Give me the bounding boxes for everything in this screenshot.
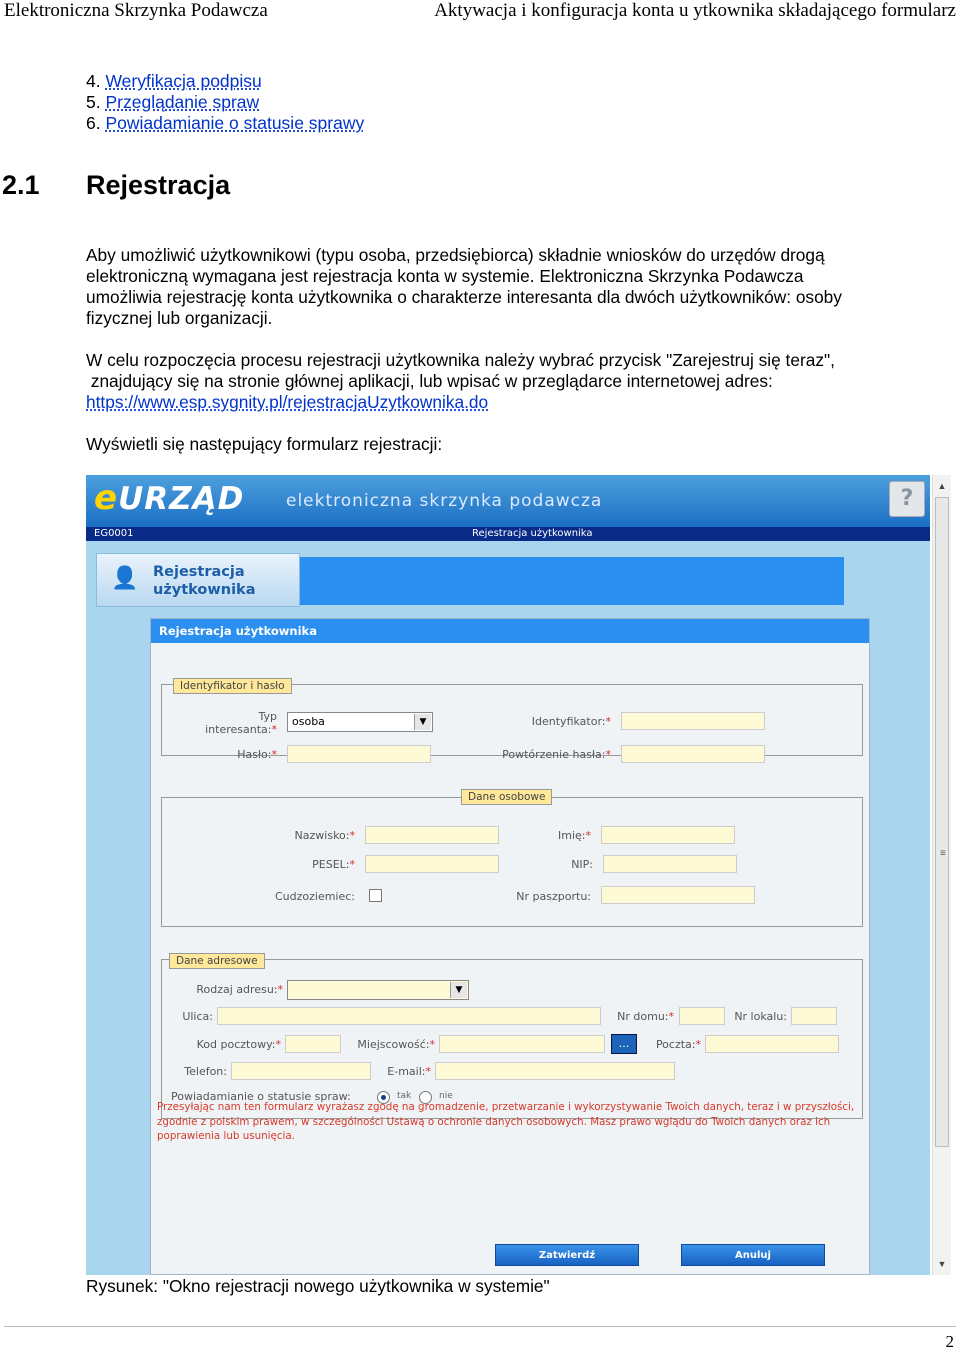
pesel-label: PESEL:* <box>312 858 355 871</box>
street-label: Ulica: <box>182 1010 213 1023</box>
email-field[interactable] <box>435 1062 675 1080</box>
passport-field[interactable] <box>601 886 755 904</box>
notification-label: Powiadamianie o statusie spraw: <box>171 1090 351 1103</box>
banner-tagline: elektroniczna skrzynka podawcza <box>286 491 603 511</box>
apartment-label: Nr lokalu: <box>734 1010 787 1023</box>
running-header <box>0 0 960 22</box>
foreigner-label: Cudzoziemiec: <box>274 890 355 903</box>
section-title: Rejestracja <box>86 170 231 200</box>
identifier-label: Identyfikator:* <box>531 715 611 728</box>
toc-num: 6. <box>86 113 101 133</box>
city-lookup-button[interactable]: ... <box>611 1034 637 1054</box>
logo-e: e <box>94 478 119 518</box>
app-banner <box>86 475 930 527</box>
legend-address: Dane adresowe <box>169 953 265 969</box>
notify-yes-label: tak <box>397 1091 412 1101</box>
passport-label: Nr paszportu: <box>516 890 591 903</box>
panel-title: Rejestracja użytkownika <box>151 619 869 643</box>
toc-list <box>86 71 364 134</box>
registration-link[interactable]: https://www.esp.sygnity.pl/rejestracjaUzytkownika.do <box>86 392 489 412</box>
toc-num: 5. <box>86 92 101 112</box>
house-number-field[interactable] <box>679 1007 725 1025</box>
address-type-label: Rodzaj adresu:* <box>196 983 283 996</box>
registration-strip <box>300 557 844 605</box>
footer-rule <box>4 1326 956 1327</box>
nip-label: NIP: <box>571 858 593 871</box>
phone-label: Telefon: <box>184 1065 227 1078</box>
header-left: Elektroniczna Skrzynka Podawcza <box>4 0 268 21</box>
foreigner-checkbox[interactable] <box>369 889 382 902</box>
section-number: 2.1 <box>2 170 40 200</box>
tile-line: Rejestracja <box>153 564 245 580</box>
type-value: osoba <box>292 715 325 728</box>
figure-caption: Rysunek: "Okno rejestracji nowego użytkownika w systemie" <box>86 1276 550 1296</box>
consent-text: Przesyłając nam ten formularz wyrażasz zgodę na gromadzenie, przetwarzanie i wykorzystywanie Twoich danych, teraz i w przyszłości, zgodnie z polskim prawem, w szczególności Ustawą o ochronie danych osobowych. Masz prawo wglądu do Twoich danych oraz ich poprawienia lub usunięcia. <box>157 1101 855 1142</box>
text-line: Aby umożliwić użytkownikowi (typu osoba, przedsiębiorca) składnie wniosków do urzędów drogą <box>86 245 825 265</box>
address-type-select[interactable] <box>287 980 469 1000</box>
repeat-password-label: Powtórzenie hasła:* <box>502 748 611 761</box>
scroll-down-icon[interactable]: ▼ <box>937 1259 947 1269</box>
grip-icon: ≡ <box>940 848 946 859</box>
identifier-field[interactable] <box>621 712 765 730</box>
scroll-up-icon[interactable]: ▲ <box>937 481 947 491</box>
submit-button[interactable]: Zatwierdź <box>495 1244 639 1266</box>
apartment-field[interactable] <box>791 1007 837 1025</box>
text-line: umożliwia rejestrację konta użytkownika o charakterze interesanta dla dwóch użytkowników: osoby <box>86 287 842 307</box>
eurzad-logo <box>94 478 244 518</box>
paragraph-intro <box>86 245 936 329</box>
toc-link-cases[interactable]: Przeglądanie spraw <box>105 92 260 112</box>
password-field[interactable] <box>287 745 431 763</box>
type-label: Typ interesanta:* <box>205 710 277 736</box>
page-number: 2 <box>945 1332 954 1351</box>
add-user-icon: 👤 <box>111 566 139 591</box>
post-office-label: Poczta:* <box>655 1038 701 1051</box>
text-line: W celu rozpoczęcia procesu rejestracji użytkownika należy wybrać przycisk "Zarejestruj się teraz", <box>86 350 835 370</box>
notify-no-label: nie <box>439 1091 453 1101</box>
first-name-field[interactable] <box>601 826 735 844</box>
legend-personal: Dane osobowe <box>461 789 552 805</box>
repeat-password-field[interactable] <box>621 745 765 763</box>
screenshot-scrollbar[interactable] <box>932 475 951 1275</box>
house-number-label: Nr domu:* <box>617 1010 674 1023</box>
postal-code-field[interactable] <box>285 1035 341 1053</box>
street-field[interactable] <box>217 1007 601 1025</box>
nip-field[interactable] <box>603 855 737 873</box>
cancel-button[interactable]: Anuluj <box>681 1244 825 1266</box>
section-heading <box>2 170 230 201</box>
text-line: fizycznej lub organizacji. <box>86 308 273 328</box>
nav-bar <box>86 527 930 541</box>
email-label: E-mail:* <box>387 1065 431 1078</box>
surname-label: Nazwisko:* <box>294 829 355 842</box>
registration-tile <box>96 553 300 607</box>
help-icon[interactable]: ? <box>889 481 925 517</box>
chevron-down-icon: ▼ <box>414 714 431 730</box>
pesel-field[interactable] <box>365 855 499 873</box>
paragraph-registration <box>86 350 936 413</box>
postal-code-label: Kod pocztowy:* <box>196 1038 281 1051</box>
scrollbar-thumb[interactable] <box>935 497 949 1147</box>
breadcrumb: Rejestracja użytkownika <box>472 528 593 539</box>
screen-code: EG0001 <box>94 528 134 539</box>
toc-link-status[interactable]: Powiadamianie o statusie sprawy <box>105 113 365 133</box>
text-line: elektroniczną wymagana jest rejestracja konta w systemie. Elektroniczna Skrzynka Podawcza <box>86 266 804 286</box>
toc-item <box>86 92 364 113</box>
city-label: Miejscowość:* <box>357 1038 435 1051</box>
tile-line: użytkownika <box>153 582 256 598</box>
chevron-down-icon: ▼ <box>450 982 467 998</box>
text-line: znajdujący się na stronie głównej aplikacji, lub wpisać w przeglądarce internetowej adres: <box>86 371 773 391</box>
post-office-field[interactable] <box>705 1035 839 1053</box>
first-name-label: Imię:* <box>558 829 591 842</box>
toc-item <box>86 71 364 92</box>
registration-panel <box>150 618 870 1275</box>
paragraph-form-intro: Wyświetli się następujący formularz rejestracji: <box>86 434 443 454</box>
header-right: Aktywacja i konfiguracja konta u ytkownika składającego formularz <box>434 0 956 21</box>
toc-link-signature[interactable]: Weryfikacja podpisu <box>105 71 262 91</box>
legend-credentials: Identyfikator i hasło <box>173 678 292 694</box>
phone-field[interactable] <box>231 1062 371 1080</box>
registration-screenshot <box>86 475 930 1275</box>
surname-field[interactable] <box>365 826 499 844</box>
type-select[interactable] <box>287 712 433 732</box>
logo-text: URZĄD <box>118 481 245 517</box>
password-label: Hasło:* <box>237 748 277 761</box>
city-field[interactable] <box>439 1035 605 1053</box>
toc-item <box>86 113 364 134</box>
toc-num: 4. <box>86 71 101 91</box>
